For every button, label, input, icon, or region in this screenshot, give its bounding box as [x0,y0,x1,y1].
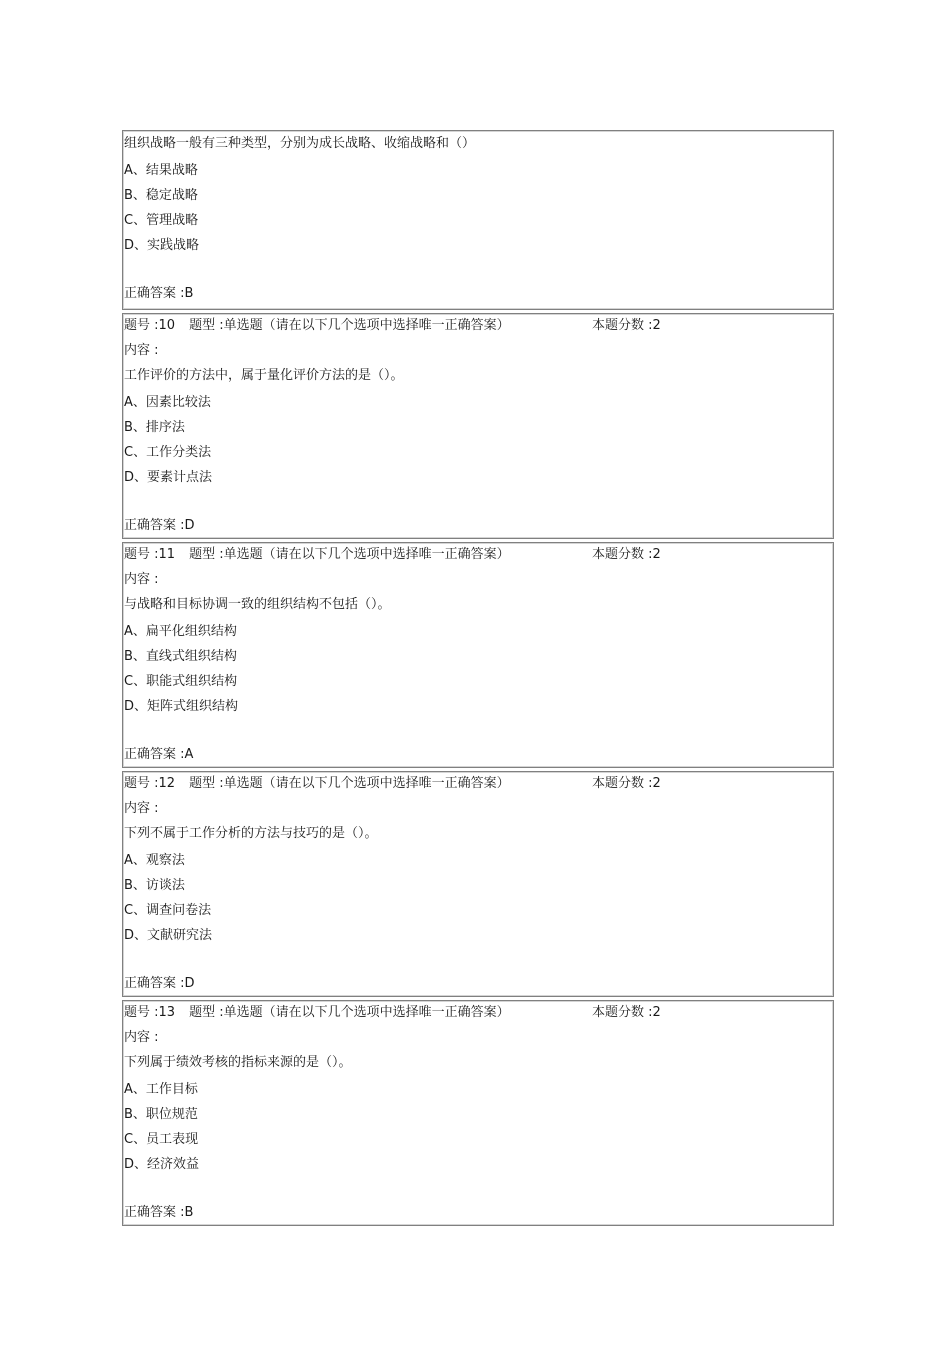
question-header [124,776,510,792]
option-b: B、职位规范 [124,1107,198,1122]
question-text: 下列属于绩效考核的指标来源的是（）。 [124,1055,352,1070]
option-b: B、稳定战略 [124,188,198,203]
question-number: 题号 :10 [124,318,176,333]
option-c: C、调查问卷法 [124,903,212,918]
correct-answer: 正确答案 :D [124,976,195,991]
option-d: D、矩阵式组织结构 [124,699,239,714]
question-header [124,318,510,334]
correct-answer: 正确答案 :A [124,747,194,762]
question-score: 本题分数 :2 [592,547,661,562]
correct-answer: 正确答案 :B [124,286,194,301]
option-a: A、结果战略 [124,163,198,178]
question-text: 工作评价的方法中，属于量化评价方法的是（）。 [124,368,404,383]
question-number: 题号 :11 [124,547,176,562]
question-score: 本题分数 :2 [592,776,661,791]
question-header [124,1005,510,1021]
question-block-continued [122,130,834,310]
question-block-11 [122,542,834,768]
question-text: 与战略和目标协调一致的组织结构不包括（）。 [124,597,391,612]
content-label: 内容 : [124,343,159,358]
option-d: D、文献研究法 [124,928,213,943]
option-a: A、扁平化组织结构 [124,624,237,639]
content-label: 内容 : [124,572,159,587]
correct-answer: 正确答案 :D [124,518,195,533]
content-label: 内容 : [124,801,159,816]
question-text: 组织战略一般有三种类型，分别为成长战略、收缩战略和（） [124,136,476,151]
question-block-12 [122,771,834,997]
question-type: 题型 :单选题（请在以下几个选项中选择唯一正确答案） [189,547,510,562]
question-number: 题号 :12 [124,776,176,791]
question-block-13 [122,1000,834,1226]
question-header [124,547,510,563]
question-type: 题型 :单选题（请在以下几个选项中选择唯一正确答案） [189,1005,510,1020]
question-score: 本题分数 :2 [592,1005,661,1020]
question-type: 题型 :单选题（请在以下几个选项中选择唯一正确答案） [189,318,510,333]
correct-answer: 正确答案 :B [124,1205,194,1220]
option-c: C、员工表现 [124,1132,199,1147]
option-b: B、直线式组织结构 [124,649,237,664]
option-a: A、工作目标 [124,1082,198,1097]
option-c: C、工作分类法 [124,445,212,460]
option-b: B、排序法 [124,420,185,435]
content-label: 内容 : [124,1030,159,1045]
option-c: C、管理战略 [124,213,199,228]
option-c: C、职能式组织结构 [124,674,238,689]
option-d: D、要素计点法 [124,470,213,485]
option-a: A、观察法 [124,853,185,868]
question-type: 题型 :单选题（请在以下几个选项中选择唯一正确答案） [189,776,510,791]
question-block-10 [122,313,834,539]
question-number: 题号 :13 [124,1005,176,1020]
option-d: D、实践战略 [124,238,200,253]
option-a: A、因素比较法 [124,395,211,410]
question-text: 下列不属于工作分析的方法与技巧的是（）。 [124,826,378,841]
option-d: D、经济效益 [124,1157,200,1172]
option-b: B、访谈法 [124,878,185,893]
exam-document [122,130,834,1226]
question-score: 本题分数 :2 [592,318,661,333]
